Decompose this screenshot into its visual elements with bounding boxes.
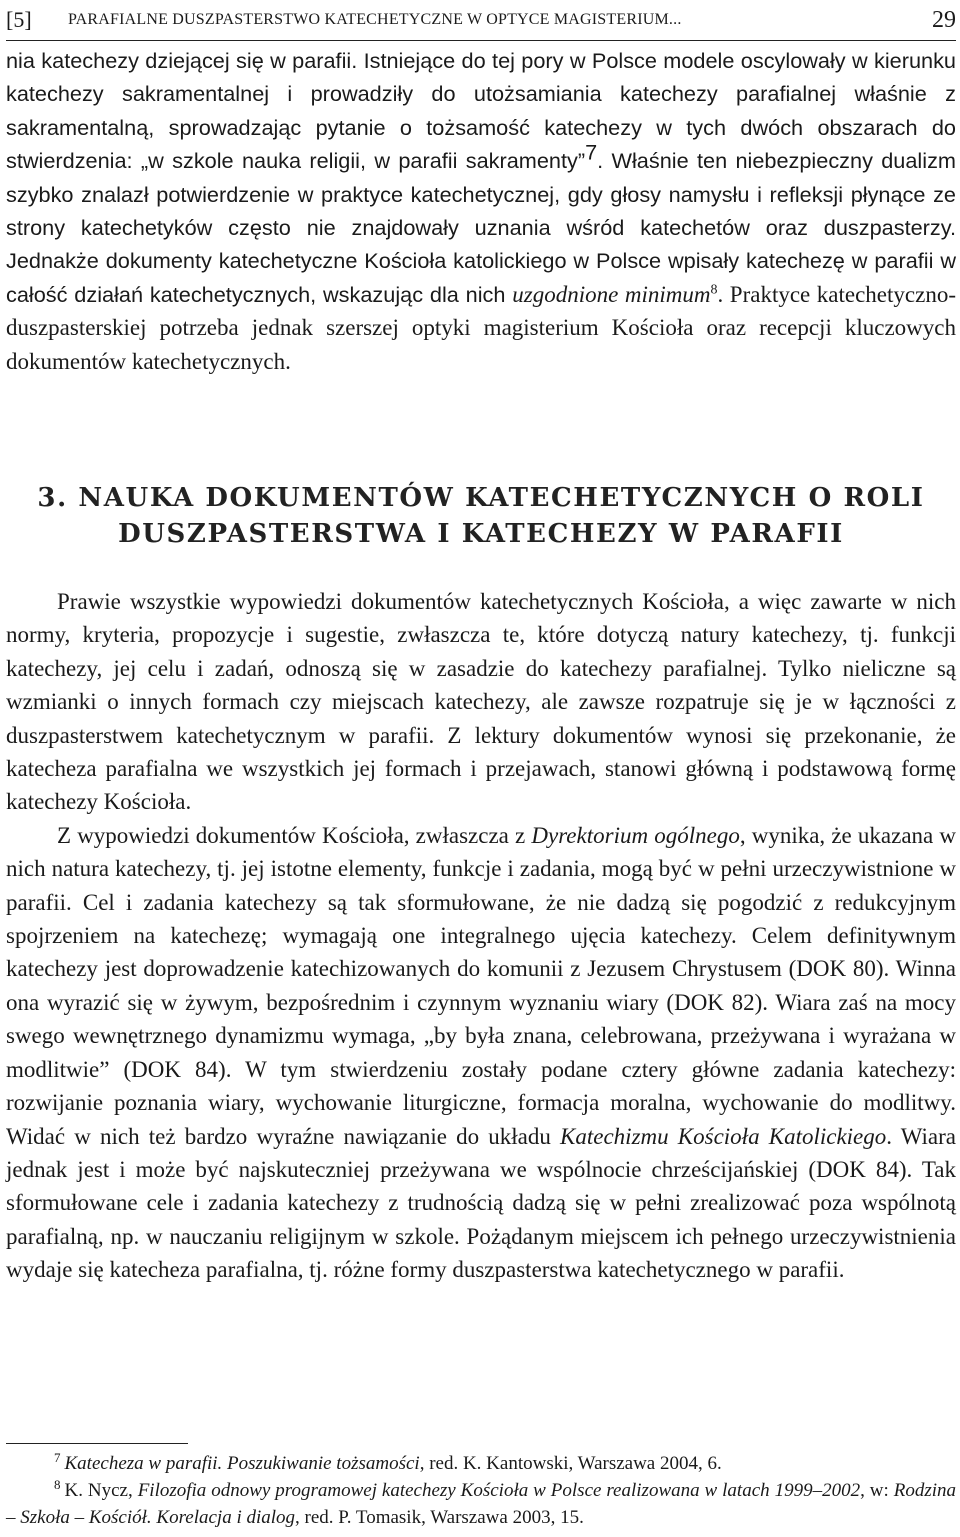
page-number: 29 xyxy=(932,6,956,33)
footnote-text: , w: xyxy=(860,1480,894,1501)
section-number: [5] xyxy=(6,7,32,32)
footnote-italic: Katecheza w parafii. Poszukiwanie tożsamości xyxy=(64,1453,420,1474)
paragraph-text: . Praktyce katechetyczno-duszpasterskiej potrzeba jednak szerszej optyki magisterium Kościoła oraz recepcji kluczowych dokumentów katechetycznych. xyxy=(6,281,956,374)
paragraph xyxy=(6,819,956,1287)
footnote-italic: Rodzina – Szkoła – Kościół. Korelacja i dialog xyxy=(6,1480,956,1528)
section-heading-line: DUSZPASTERSTWA I KATECHEZY W PARAFII xyxy=(118,519,844,549)
footnote-text: K. Nycz, xyxy=(64,1480,138,1501)
section-body xyxy=(6,585,956,1287)
italic-title: Katechizmu Kościoła Katolickiego xyxy=(560,1123,887,1149)
paragraph-text: , wynika, że ukazana w nich natura katechezy, tj. jej istotne elementy, funkcje i zadania, mogą być w pełni urzeczywistnione w parafii. Cel i zadania katechezy są tak sformułowane, że nie dadzą się pogodzić z redukcyjnym spojrzeniem na katechezę; wymagają one integralnego ujęcia katechezy. Celem definitywnym katechezy jest doprowadzenie katechizowanych do komunii z Jezusem Chrystusem (DOK 80). Winna ona wyrazić się w żywym, bezpośrednim i czynnym wyznaniu wiary (DOK 82). Wiara zaś na mocy swego wewnętrznego dynamizmu wymaga, „by była znana, celebrowana, przeżywana i wyrażana w modlitwie” (DOK 84). W tym stwierdzeniu zostały podane cztery główne zadania katechezy: rozwijanie poznania wiary, wychowanie liturgiczne, formacja moralna, wychowanie do modlitwy. Widać w nich też bardzo wyraźne nawiązanie do układu xyxy=(6,822,956,1149)
footnote-reference[interactable]: 8 xyxy=(710,282,718,298)
running-title: PARAFIALNE DUSZPASTERSTWO KATECHETYCZNE W OPTYCE MAGISTERIUM... xyxy=(68,11,682,28)
paragraph-text: . Wiara jednak jest i może być najskuteczniej przeżywana we wspólnocie chrześcijańskiej (DOK 84). Tak sformułowane cele i zadania katechezy z trudnością dadzą się w pełni zrealizować poza wspólnotą parafialną, np. w nauczaniu religijnym w szkole. Pożądanym miejscem ich pełnego urzeczywistnienia wydaje się katecheza parafialna, tj. różne formy duszpasterstwa katechetycznego w parafii. xyxy=(6,1123,956,1283)
paragraph-text: nia katechezy dziejącej się w parafii. Istniejące do tej pory w Polsce modele oscylowały w kierunku katechezy sakramentalnej i prowadziły do utożsamiania katechezy parafialnej właśnie z sakramentalną, sprowadzając pytanie o tożsamość katechezy w tych dwóch obszarach do stwierdzenia: „w szkole nauka religii, w parafii sakramenty” xyxy=(6,48,956,174)
footnote xyxy=(6,1477,956,1531)
footnote xyxy=(6,1450,956,1477)
footnote-reference[interactable]: 7 xyxy=(585,139,598,165)
footnote-text: , red. K. Kantowski, Warszawa 2004, 6. xyxy=(419,1453,722,1474)
footnote-italic: Filozofia odnowy programowej katechezy Kościoła w Polsce realizowana w latach 1999–2002 xyxy=(137,1480,861,1501)
paragraph: Prawie wszystkie wypowiedzi dokumentów katechetycznych Kościoła, a więc zawarte w nich normy, kryteria, propozycje i sugestie, zwłaszcza te, które dotyczą natury katechezy, tj. funkcji katechezy, jej celu i zadań, odnoszą się w zasadzie do katechezy parafialnej. Tylko nieliczne są wzmianki o innych formach czy miejscach katechezy, ale zawsze rozpatruje się je w łączności z duszpasterstwem katechetycznym w parafii. Z lektury dokumentów wynosi się przekonanie, że katecheza parafialna we wszystkich jej formach i przejawach, stanowi główną i podstawową formę katechezy Kościoła. xyxy=(6,589,956,815)
paragraph xyxy=(6,44,956,378)
paragraph-text: . Właśnie ten niebezpieczny dualizm szybko znalazł potwierdzenie w praktyce katechetycznej, gdy głosy namysłu i refleksji płynące ze strony katechetyków często nie znajdowały uznania wśród katechetów oraz duszpasterzy. Jednakże dokumenty katechetyczne Kościoła katolickiego w Polsce wpisały katechezę w parafii w całość działań katechetycznych, wskazując dla nich xyxy=(6,148,956,307)
italic-term: uzgodnione minimum xyxy=(512,281,711,307)
footnote-mark: 8 xyxy=(54,1476,61,1492)
paragraph-text: Z wypowiedzi dokumentów Kościoła, zwłaszcza z xyxy=(57,822,532,848)
italic-title: Dyrektorium ogólnego xyxy=(531,822,740,848)
paragraph-continuation xyxy=(6,44,956,378)
footnote-separator xyxy=(6,1443,188,1444)
section-heading-line: 3. NAUKA DOKUMENTÓW KATECHETYCZNYCH O ROLI xyxy=(37,483,925,513)
footnote-text: , red. P. Tomasik, Warszawa 2003, 15. xyxy=(295,1507,584,1528)
footnote-mark: 7 xyxy=(54,1449,61,1465)
section-heading xyxy=(6,480,956,552)
footnotes xyxy=(6,1450,956,1531)
running-header xyxy=(6,0,956,41)
